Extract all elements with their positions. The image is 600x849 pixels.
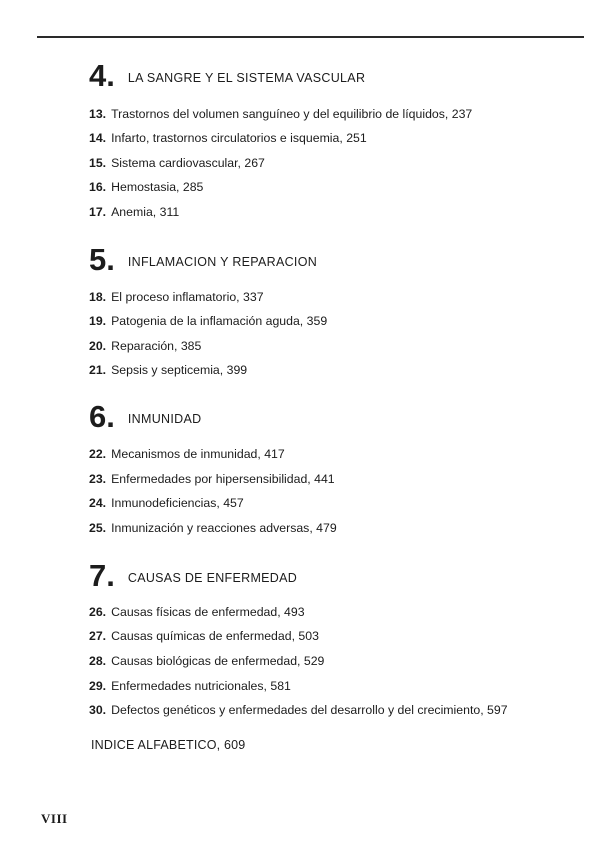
chapter-number: 24. [89, 496, 107, 510]
part-heading [89, 60, 365, 100]
chapter-number: 14. [89, 131, 107, 145]
chapter-title: Mecanismos de inmunidad, 417 [111, 447, 285, 461]
part-number-dot: . [106, 242, 115, 277]
chapter-title: El proceso inflamatorio, 337 [111, 290, 264, 304]
chapter-number: 30. [89, 703, 107, 717]
chapter-title: Anemia, 311 [111, 205, 180, 219]
chapter-number: 28. [89, 654, 107, 668]
part-heading [89, 244, 317, 284]
chapter-title: Enfermedades por hipersensibilidad, 441 [111, 472, 335, 486]
chapter-number: 16. [89, 180, 107, 194]
toc-entry [89, 521, 337, 536]
chapter-title: Infarto, trastornos circulatorios e isquemia, 251 [111, 131, 367, 145]
part-number: 6 [89, 399, 107, 434]
toc-entry [89, 363, 247, 378]
chapter-title: Causas químicas de enfermedad, 503 [111, 629, 319, 643]
chapter-title: Sepsis y septicemia, 399 [111, 363, 248, 377]
part-heading [89, 560, 297, 600]
chapter-number: 29. [89, 679, 107, 693]
part-heading [89, 401, 201, 441]
part-number-dot: . [106, 399, 115, 434]
header-rule [37, 36, 584, 38]
chapter-number: 27. [89, 629, 107, 643]
chapter-number: 18. [89, 290, 107, 304]
chapter-number: 19. [89, 314, 107, 328]
part-number: 5 [89, 242, 107, 277]
chapter-number: 17. [89, 205, 107, 219]
toc-entry [89, 131, 367, 146]
chapter-title: Causas biológicas de enfermedad, 529 [111, 654, 325, 668]
toc-entry [89, 180, 203, 195]
chapter-title: Reparación, 385 [111, 339, 202, 353]
chapter-number: 21. [89, 363, 107, 377]
part-number: 4 [89, 58, 107, 93]
toc-entry [89, 107, 472, 122]
chapter-title: Enfermedades nutricionales, 581 [111, 679, 291, 693]
part-title: INFLAMACION Y REPARACION [127, 255, 318, 269]
toc-entry [89, 703, 508, 718]
chapter-number: 20. [89, 339, 107, 353]
part-number-dot: . [106, 58, 115, 93]
toc-entry [89, 472, 335, 487]
toc-entry [89, 156, 265, 171]
chapter-number: 13. [89, 107, 107, 121]
toc-entry [89, 654, 324, 669]
toc-entry [89, 447, 285, 462]
part-number: 7 [89, 558, 107, 593]
chapter-number: 22. [89, 447, 107, 461]
index-entry: INDICE ALFABETICO, 609 [91, 738, 246, 752]
part-title: LA SANGRE Y EL SISTEMA VASCULAR [127, 71, 366, 85]
chapter-number: 23. [89, 472, 107, 486]
chapter-title: Inmunización y reacciones adversas, 479 [111, 521, 337, 535]
chapter-title: Trastornos del volumen sanguíneo y del equilibrio de líquidos, 237 [111, 107, 473, 121]
part-number-dot: . [106, 558, 115, 593]
toc-entry [89, 314, 327, 329]
chapter-number: 26. [89, 605, 107, 619]
chapter-title: Defectos genéticos y enfermedades del desarrollo y del crecimiento, 597 [111, 703, 508, 717]
toc-entry [89, 605, 305, 620]
page-number: VIII [41, 811, 68, 826]
toc-entry [89, 679, 291, 694]
part-title: INMUNIDAD [127, 412, 202, 426]
toc-entry [89, 629, 319, 644]
chapter-title: Sistema cardiovascular, 267 [111, 156, 265, 170]
chapter-title: Causas físicas de enfermedad, 493 [111, 605, 305, 619]
toc-entry [89, 339, 201, 354]
chapter-title: Inmunodeficiencias, 457 [111, 496, 244, 510]
chapter-number: 15. [89, 156, 107, 170]
chapter-number: 25. [89, 521, 107, 535]
toc-entry [89, 290, 264, 305]
chapter-title: Patogenia de la inflamación aguda, 359 [111, 314, 328, 328]
toc-entry [89, 205, 179, 220]
chapter-title: Hemostasia, 285 [111, 180, 204, 194]
part-title: CAUSAS DE ENFERMEDAD [127, 571, 298, 585]
toc-entry [89, 496, 244, 511]
